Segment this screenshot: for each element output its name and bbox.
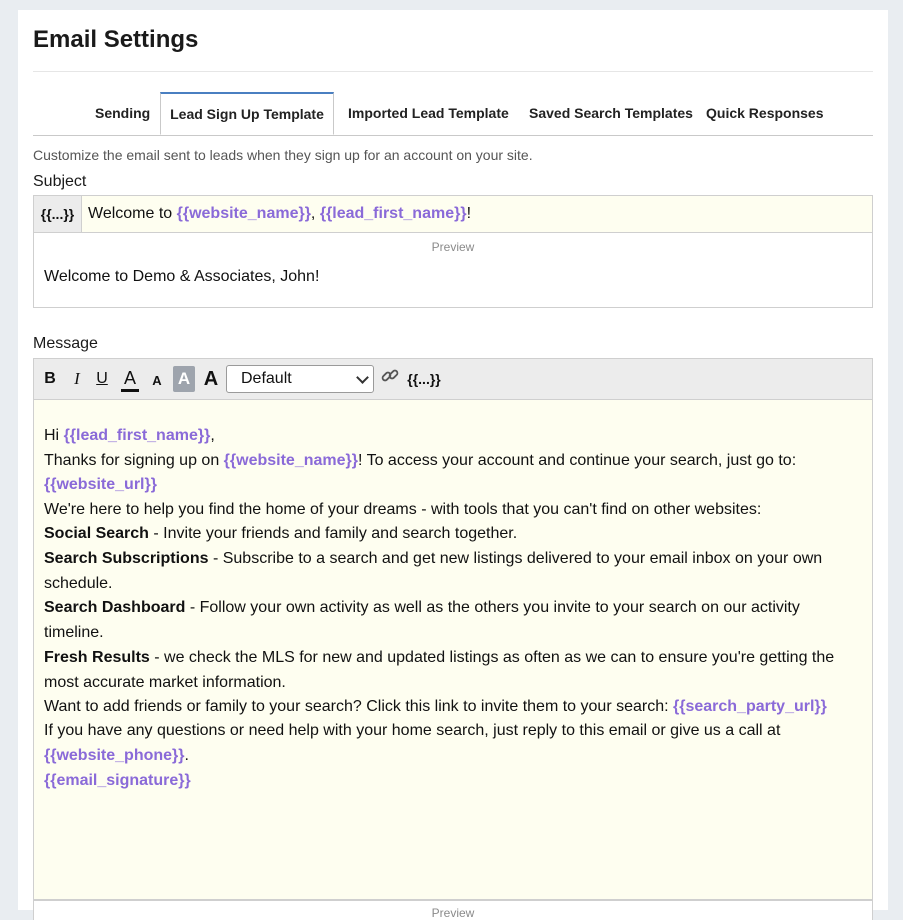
message-variable-button[interactable]: {{...}} xyxy=(407,371,441,387)
subject-preview-text: Welcome to Demo & Associates, John! xyxy=(44,268,320,285)
page-title: Email Settings xyxy=(33,26,199,53)
message-line: Fresh Results - we check the MLS for new and updated listings as often as we can to ensure you're getting the most accurate market information. xyxy=(44,649,835,691)
message-label: Message xyxy=(33,335,98,352)
token-website-name: {{website_name}} xyxy=(176,205,311,222)
subject-preview xyxy=(33,233,873,308)
tab-lead-sign-up-template[interactable]: Lead Sign Up Template xyxy=(160,92,334,135)
font-color-button[interactable]: A xyxy=(121,367,139,392)
message-preview xyxy=(33,900,873,920)
settings-panel xyxy=(18,10,888,920)
subject-label: Subject xyxy=(33,173,87,190)
title-divider xyxy=(33,71,873,72)
token-lead-first-name: {{lead_first_name}} xyxy=(319,205,467,222)
message-line: Search Dashboard - Follow your own activity as well as the others you invite to your search on our activity timeline. xyxy=(44,599,800,641)
font-size-smaller-button[interactable]: A xyxy=(152,373,162,388)
tab-sending[interactable]: Sending xyxy=(95,105,151,121)
chevron-down-icon xyxy=(356,371,369,384)
underline-button[interactable]: U xyxy=(96,370,108,387)
editor-toolbar xyxy=(33,358,873,400)
message-line: Hi {{lead_first_name}}, xyxy=(44,427,215,444)
tab-imported-lead-template[interactable]: Imported Lead Template xyxy=(348,105,509,121)
highlight-color-button[interactable]: A xyxy=(173,366,195,392)
message-line: Want to add friends or family to your search? Click this link to invite them to your search: {{search_party_url}} xyxy=(44,698,827,715)
tab-quick-responses[interactable]: Quick Responses xyxy=(706,105,824,121)
message-line: Thanks for signing up on {{website_name}}! To access your account and continue your search, just go to: xyxy=(44,452,797,469)
link-icon[interactable] xyxy=(379,366,401,390)
message-editor[interactable] xyxy=(33,400,873,900)
message-preview-label: Preview xyxy=(431,906,475,920)
message-line: We're here to help you find the home of your dreams - with tools that you can't find on other websites: xyxy=(44,501,762,518)
font-size-larger-button[interactable]: A xyxy=(203,368,219,390)
message-line: Search Subscriptions - Subscribe to a search and get new listings delivered to your email inbox on your own schedule. xyxy=(44,550,823,592)
bold-button[interactable]: B xyxy=(44,370,56,387)
font-family-select[interactable]: Default xyxy=(226,365,374,393)
subject-preview-label: Preview xyxy=(431,240,475,254)
tab-bar xyxy=(33,92,873,136)
message-line: {{website_phone}}. xyxy=(44,747,189,764)
message-line: {{email_signature}} xyxy=(44,772,191,789)
tab-description: Customize the email sent to leads when they sign up for an account on your site. xyxy=(33,147,533,163)
subject-variable-button[interactable]: {{...}} xyxy=(34,196,82,232)
message-line: Social Search - Invite your friends and family and search together. xyxy=(44,525,518,542)
tab-saved-search-templates[interactable]: Saved Search Templates xyxy=(529,105,693,121)
italic-button[interactable]: I xyxy=(74,369,80,388)
message-line: {{website_url}} xyxy=(44,476,157,493)
subject-value[interactable]: Welcome to {{website_name}}, {{lead_first_name}}! xyxy=(88,205,472,222)
message-line: If you have any questions or need help with your home search, just reply to this email or give us a call at xyxy=(44,722,781,739)
subject-input[interactable] xyxy=(33,195,873,233)
